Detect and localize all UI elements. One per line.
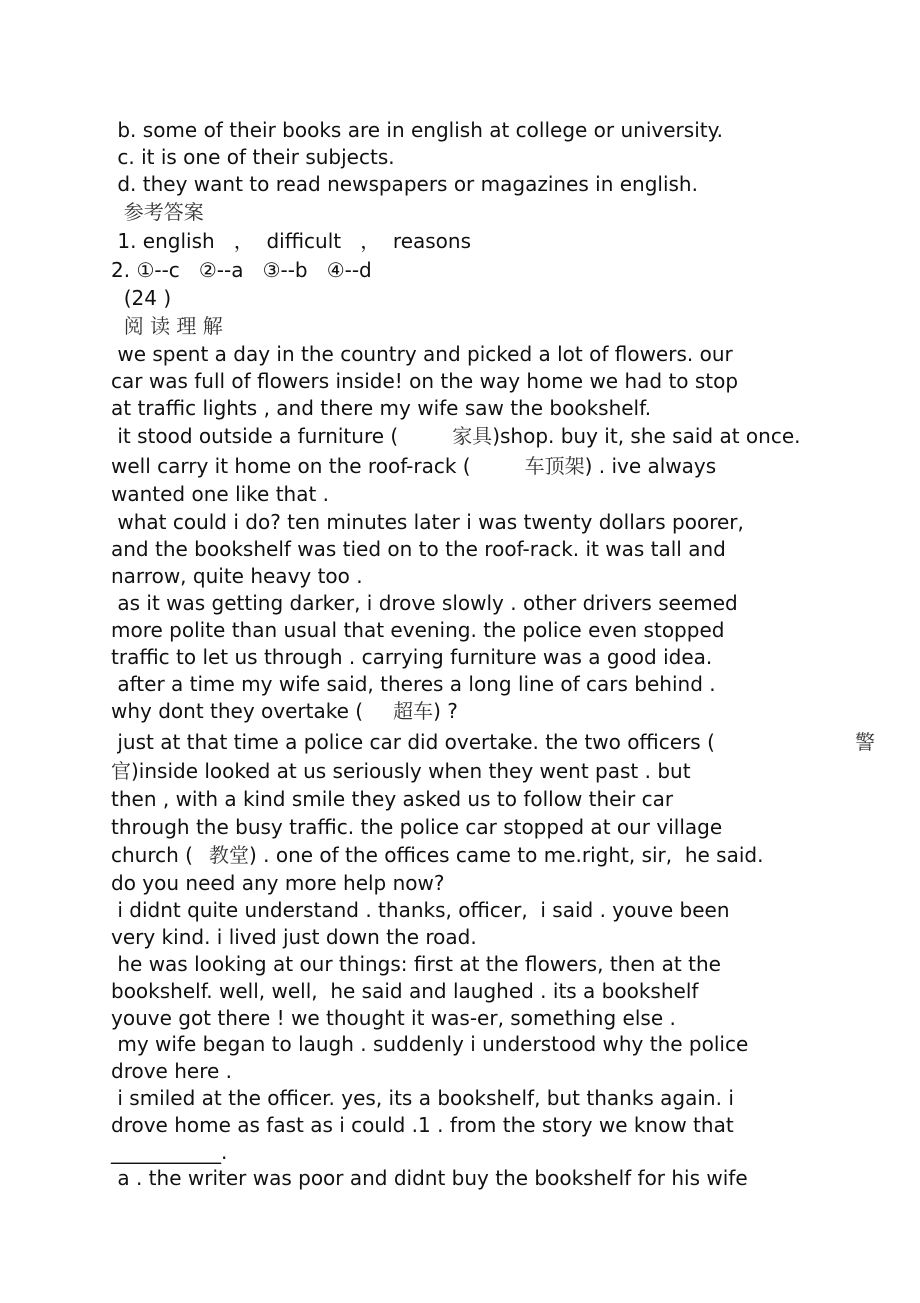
passage-line: narrow, quite heavy too . — [111, 564, 363, 588]
passage-line — [111, 454, 716, 478]
passage-line: then , with a kind smile they asked us to follow their car — [111, 787, 674, 811]
passage-line: after a time my wife said, theres a long line of cars behind . — [111, 672, 716, 696]
gloss-officer-part1: 警 — [855, 730, 875, 754]
passage-line: we spent a day in the country and picked a lot of flowers. our — [111, 342, 733, 366]
passage-line: through the busy traffic. the police car stopped at our village — [111, 815, 723, 839]
passage-line: do you need any more help now? — [111, 871, 445, 895]
passage-line: he was looking at our things: first at the flowers, then at the — [111, 952, 721, 976]
section-number: (24 ) — [111, 286, 172, 310]
passage-line: as it was getting darker, i drove slowly . other drivers seemed — [111, 591, 738, 615]
passage-line: what could i do? ten minutes later i was twenty dollars poorer, — [111, 510, 744, 534]
answer-blank: ___________. — [111, 1140, 228, 1164]
passage-line: wanted one like that . — [111, 482, 330, 506]
passage-line: traffic to let us through . carrying furniture was a good idea. — [111, 645, 713, 669]
passage-text: ) . one of the offices came to me.right, sir, he said. — [248, 843, 764, 867]
gloss-roof-rack: 车顶架 — [524, 454, 585, 478]
answer-key-heading: 参考答案 — [111, 200, 204, 224]
question-1-option-a: a . the writer was poor and didnt buy the bookshelf for his wife — [111, 1166, 748, 1190]
passage-line: drove here . — [111, 1059, 232, 1083]
answer-1-line: 1. english ， difficult ， reasons — [111, 229, 472, 253]
passage-text: church ( — [111, 843, 193, 867]
passage-text: why dont they overtake ( — [111, 699, 364, 723]
gloss-officer-part2: 官 — [111, 759, 131, 783]
question-1-stem: drove home as fast as i could .1 . from the story we know that — [111, 1113, 734, 1137]
passage-line — [111, 843, 763, 867]
gloss-overtake: 超车 — [393, 699, 434, 723]
passage-line: youve got there ! we thought it was-er, something else . — [111, 1006, 676, 1030]
passage-text: )shop. buy it, she said at once. — [492, 424, 801, 448]
reading-comprehension-heading: 阅 读 理 解 — [111, 314, 223, 338]
passage-text: well carry it home on the roof-rack ( — [111, 454, 471, 478]
passage-line — [111, 759, 691, 783]
gloss-furniture: 家具 — [452, 424, 493, 448]
passage-text: it stood outside a furniture ( — [111, 424, 399, 448]
option-c-line: c. it is one of their subjects. — [111, 145, 395, 169]
passage-line: very kind. i lived just down the road. — [111, 925, 477, 949]
passage-line: car was full of flowers inside! on the way home we had to stop — [111, 369, 739, 393]
passage-line: just at that time a police car did overtake. the two officers ( — [111, 730, 715, 754]
passage-line — [111, 699, 458, 723]
passage-line: i smiled at the officer. yes, its a bookshelf, but thanks again. i — [111, 1086, 734, 1110]
passage-line: at traffic lights , and there my wife saw the bookshelf. — [111, 396, 652, 420]
option-b-line: b. some of their books are in english at college or university. — [111, 118, 723, 142]
passage-line: i didnt quite understand . thanks, officer, i said . youve been — [111, 898, 730, 922]
passage-text: )inside looked at us seriously when they went past . but — [131, 759, 691, 783]
option-d-line: d. they want to read newspapers or magazines in english. — [111, 172, 698, 196]
answer-2-line: 2. ①--c ②--a ③--b ④--d — [111, 258, 372, 282]
passage-line: and the bookshelf was tied on to the roof-rack. it was tall and — [111, 537, 726, 561]
passage-text: ) ? — [433, 699, 458, 723]
passage-line: my wife began to laugh . suddenly i understood why the police — [111, 1032, 749, 1056]
passage-line — [111, 424, 800, 448]
passage-text: ) . ive always — [584, 454, 717, 478]
passage-line: bookshelf. well, well, he said and laughed . its a bookshelf — [111, 979, 699, 1003]
gloss-church: 教堂 — [208, 843, 249, 867]
passage-line: more polite than usual that evening. the police even stopped — [111, 618, 725, 642]
